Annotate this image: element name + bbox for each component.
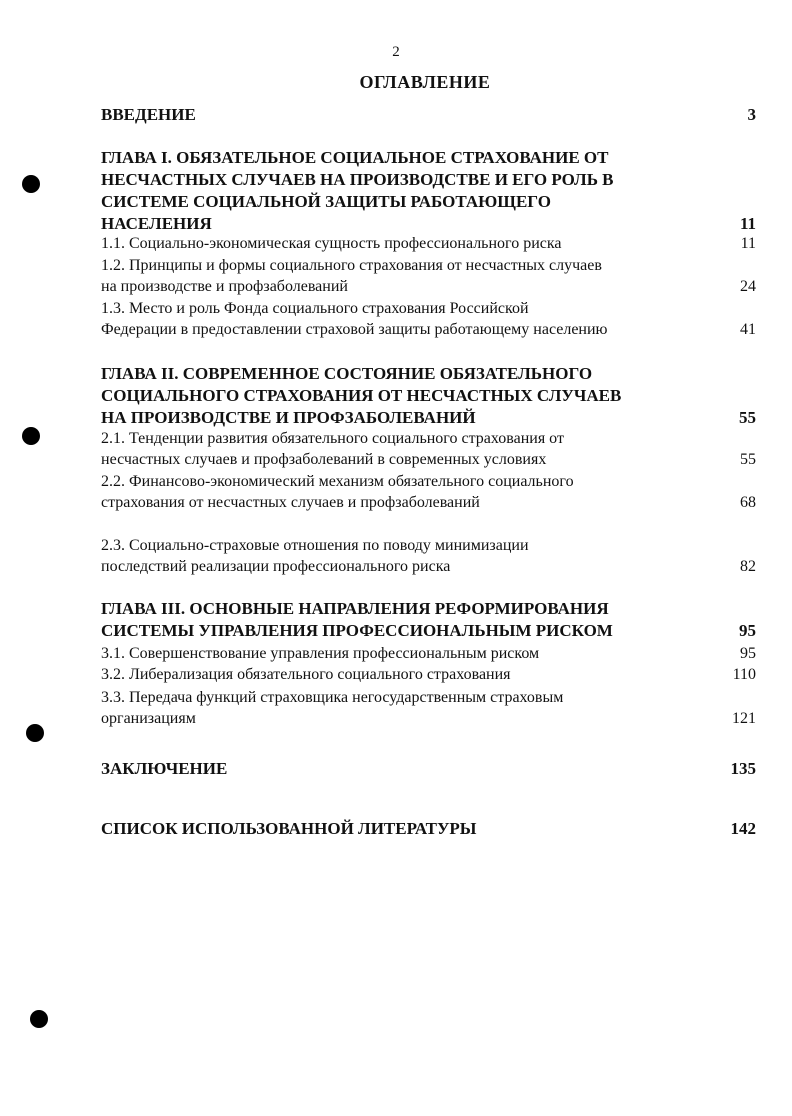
toc-line-text: 3.2. Либерализация обязательного социального страхования bbox=[101, 666, 511, 683]
toc-line-text: СОЦИАЛЬНОГО СТРАХОВАНИЯ ОТ НЕСЧАСТНЫХ СЛУЧАЕВ bbox=[101, 386, 622, 405]
toc-line bbox=[101, 708, 756, 729]
toc-line-text: 1.3. Место и роль Фонда социального страхования Российской bbox=[101, 300, 529, 317]
toc-line-text: несчастных случаев и профзаболеваний в современных условиях bbox=[101, 451, 547, 468]
toc-title: ОГЛАВЛЕНИЕ bbox=[359, 72, 491, 92]
toc-line bbox=[101, 363, 756, 385]
toc-heading bbox=[101, 818, 756, 840]
toc-line bbox=[101, 492, 756, 513]
toc-line-text: на производстве и профзаболеваний bbox=[101, 278, 348, 295]
toc-line bbox=[101, 407, 756, 429]
toc-line bbox=[101, 147, 756, 169]
toc-page-number: 95 bbox=[740, 645, 756, 662]
toc-line bbox=[101, 687, 756, 708]
toc-line-text: НА ПРОИЗВОДСТВЕ И ПРОФЗАБОЛЕВАНИЙ bbox=[101, 408, 476, 427]
page-number: 2 bbox=[392, 44, 400, 60]
toc-line-text: 1.1. Социально-экономическая сущность профессионального риска bbox=[101, 235, 562, 252]
toc-line-text: 3.1. Совершенствование управления профессиональным риском bbox=[101, 645, 540, 662]
toc-line bbox=[101, 449, 756, 470]
toc-entry bbox=[101, 471, 756, 513]
punch-hole bbox=[22, 175, 40, 193]
toc-line bbox=[101, 818, 756, 840]
toc-entry bbox=[101, 643, 756, 664]
toc-line bbox=[101, 191, 756, 213]
toc-page-number: 24 bbox=[740, 278, 756, 295]
toc-heading bbox=[101, 147, 756, 235]
toc-line bbox=[101, 213, 756, 235]
toc-line-text: ВВЕДЕНИЕ bbox=[101, 105, 196, 124]
toc-line bbox=[101, 471, 756, 492]
toc-line bbox=[101, 758, 756, 780]
toc-heading bbox=[101, 758, 756, 780]
toc-entry bbox=[101, 687, 756, 729]
toc-line-text: 2.1. Тенденции развития обязательного социального страхования от bbox=[101, 430, 564, 447]
toc-page-number: 3 bbox=[747, 105, 756, 124]
toc-line bbox=[101, 385, 756, 407]
toc-page-number: 11 bbox=[740, 235, 756, 252]
toc-line bbox=[101, 276, 756, 297]
toc-page-number: 55 bbox=[739, 408, 756, 427]
toc-entry bbox=[101, 664, 756, 685]
toc-heading bbox=[101, 598, 756, 642]
punch-hole bbox=[30, 1010, 48, 1028]
toc-line bbox=[101, 556, 756, 577]
toc-line-text: страхования от несчастных случаев и профзаболеваний bbox=[101, 494, 480, 511]
toc-line-text: СПИСОК ИСПОЛЬЗОВАННОЙ ЛИТЕРАТУРЫ bbox=[101, 819, 477, 838]
toc-line bbox=[101, 255, 756, 276]
toc-line-text: НЕСЧАСТНЫХ СЛУЧАЕВ НА ПРОИЗВОДСТВЕ И ЕГО РОЛЬ В bbox=[101, 170, 614, 189]
toc-page-number: 41 bbox=[740, 321, 756, 338]
toc-entry bbox=[101, 535, 756, 577]
toc-line-text: 2.2. Финансово-экономический механизм обязательного социального bbox=[101, 473, 574, 490]
toc-heading bbox=[101, 104, 756, 126]
punch-hole bbox=[22, 427, 40, 445]
toc-line bbox=[101, 664, 756, 685]
toc-line-text: СИСТЕМЕ СОЦИАЛЬНОЙ ЗАЩИТЫ РАБОТАЮЩЕГО bbox=[101, 192, 551, 211]
toc-line bbox=[101, 428, 756, 449]
toc-line bbox=[101, 319, 756, 340]
toc-line-text: СИСТЕМЫ УПРАВЛЕНИЯ ПРОФЕССИОНАЛЬНЫМ РИСКОМ bbox=[101, 621, 613, 640]
toc-page-number: 110 bbox=[732, 666, 756, 683]
toc-page-number: 11 bbox=[739, 214, 756, 233]
toc-page-number: 68 bbox=[740, 494, 756, 511]
toc-line-text: ГЛАВА II. СОВРЕМЕННОЕ СОСТОЯНИЕ ОБЯЗАТЕЛЬНОГО bbox=[101, 364, 593, 383]
toc-entry bbox=[101, 255, 756, 297]
toc-line bbox=[101, 643, 756, 664]
toc-line bbox=[101, 169, 756, 191]
toc-line-text: НАСЕЛЕНИЯ bbox=[101, 214, 212, 233]
toc-line bbox=[101, 233, 756, 254]
toc-page-number: 142 bbox=[730, 819, 756, 838]
toc-line bbox=[101, 104, 756, 126]
toc-page-number: 82 bbox=[740, 558, 756, 575]
toc-line bbox=[101, 535, 756, 556]
toc-line-text: Федерации в предоставлении страховой защиты работающему населению bbox=[101, 321, 608, 338]
toc-page-number: 55 bbox=[740, 451, 756, 468]
toc-entry bbox=[101, 428, 756, 470]
punch-hole bbox=[26, 724, 44, 742]
toc-page-number: 121 bbox=[732, 710, 756, 727]
toc-heading bbox=[101, 363, 756, 429]
toc-page-number: 95 bbox=[739, 621, 756, 640]
toc-entry bbox=[101, 298, 756, 340]
toc-line bbox=[101, 298, 756, 319]
toc-entry bbox=[101, 233, 756, 254]
toc-page-number: 135 bbox=[730, 759, 756, 778]
toc-line-text: ГЛАВА III. ОСНОВНЫЕ НАПРАВЛЕНИЯ РЕФОРМИРОВАНИЯ bbox=[101, 599, 609, 618]
toc-line-text: последствий реализации профессионального риска bbox=[101, 558, 451, 575]
toc-line-text: ГЛАВА I. ОБЯЗАТЕЛЬНОЕ СОЦИАЛЬНОЕ СТРАХОВАНИЕ ОТ bbox=[101, 148, 609, 167]
toc-line-text: 2.3. Социально-страховые отношения по поводу минимизации bbox=[101, 537, 529, 554]
toc-line-text: 1.2. Принципы и формы социального страхования от несчастных случаев bbox=[101, 257, 602, 274]
toc-line bbox=[101, 620, 756, 642]
toc-line-text: 3.3. Передача функций страховщика негосударственным страховым bbox=[101, 689, 564, 706]
toc-line bbox=[101, 598, 756, 620]
toc-line-text: организациям bbox=[101, 710, 196, 727]
toc-line-text: ЗАКЛЮЧЕНИЕ bbox=[101, 759, 228, 778]
